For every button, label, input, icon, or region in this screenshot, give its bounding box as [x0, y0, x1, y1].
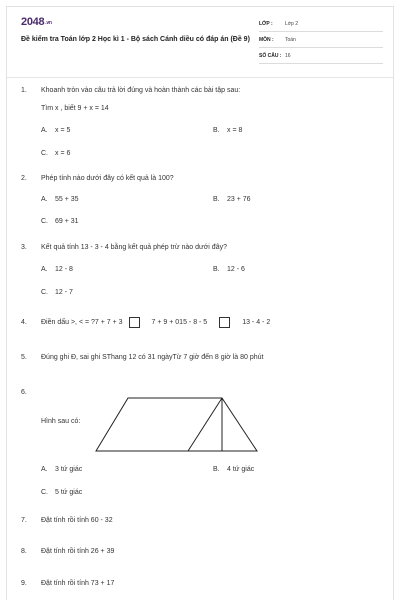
- option-b[interactable]: [213, 196, 251, 203]
- meta-label: SỐ CÂU :: [259, 53, 282, 59]
- option-text: 5 tứ giác: [55, 489, 83, 496]
- option-text: x = 8: [227, 127, 243, 134]
- option-a[interactable]: [41, 127, 70, 134]
- option-a[interactable]: [41, 266, 73, 273]
- meta-value: 16: [285, 53, 291, 59]
- question-text: Phép tính nào dưới đây có kết quả là 100?: [41, 175, 174, 182]
- meta-row-count: [259, 50, 383, 64]
- question-text: Đặt tính rồi tính 73 + 17: [41, 580, 115, 587]
- option-c[interactable]: [41, 289, 73, 296]
- answer-box[interactable]: [219, 317, 230, 328]
- trapezoid-outline: [96, 398, 257, 451]
- option-label: A.: [41, 127, 48, 134]
- option-label: A.: [41, 196, 48, 203]
- option-b[interactable]: [213, 127, 242, 134]
- option-b[interactable]: [213, 466, 254, 473]
- logo-text: 2048: [21, 16, 45, 28]
- option-label: B.: [213, 466, 220, 473]
- question-number: 4.: [21, 319, 27, 326]
- option-a[interactable]: [41, 196, 79, 203]
- comparison-middle: 7 + 9 + 015 - 8 - 5: [151, 319, 208, 326]
- header-divider: [7, 77, 393, 78]
- meta-label: LỚP :: [259, 21, 273, 27]
- option-text: 12 - 8: [55, 266, 73, 273]
- question-number: 9.: [21, 580, 27, 587]
- logo-suffix: .vn: [45, 20, 52, 26]
- option-text: 3 tứ giác: [55, 466, 83, 473]
- option-text: 23 + 76: [227, 196, 251, 203]
- meta-label: MÔN :: [259, 37, 274, 43]
- question-6-sub: Hình sau có:: [41, 418, 81, 425]
- question-number: 7.: [21, 517, 27, 524]
- diagonal-line: [188, 398, 222, 451]
- exam-page: [6, 6, 394, 600]
- document-title: Đề kiểm tra Toán lớp 2 Học kì 1 - Bộ sách Cánh diều có đáp án (Đề 9): [21, 36, 250, 43]
- option-label: C.: [41, 489, 48, 496]
- option-a[interactable]: [41, 466, 82, 473]
- option-label: B.: [213, 266, 220, 273]
- option-text: 12 - 7: [55, 289, 73, 296]
- question-text: Đặt tính rồi tính 60 - 32: [41, 517, 113, 524]
- exam-meta: [259, 18, 383, 66]
- question-number: 6.: [21, 389, 27, 396]
- option-label: C.: [41, 150, 48, 157]
- question-number: 2.: [21, 175, 27, 182]
- option-label: A.: [41, 466, 48, 473]
- option-text: x = 5: [55, 127, 71, 134]
- option-text: x = 6: [55, 150, 71, 157]
- option-c[interactable]: [41, 489, 82, 496]
- option-text: 12 - 6: [227, 266, 245, 273]
- question-number: 3.: [21, 244, 27, 251]
- header: [7, 7, 393, 73]
- option-c[interactable]: [41, 218, 79, 225]
- site-logo[interactable]: [21, 16, 52, 28]
- question-number: 5.: [21, 354, 27, 361]
- option-c[interactable]: [41, 150, 70, 157]
- option-label: B.: [213, 127, 220, 134]
- question-number: 1.: [21, 87, 27, 94]
- comparison-left: Điền dấu >, < = ?7 + 7 + 3: [41, 319, 123, 326]
- option-label: C.: [41, 289, 48, 296]
- meta-row-subject: [259, 34, 383, 48]
- question-text: Kết quả tính 13 - 3 - 4 bằng kết quả phép trừ nào dưới đây?: [41, 244, 227, 251]
- option-label: C.: [41, 218, 48, 225]
- option-b[interactable]: [213, 266, 245, 273]
- question-text: Đúng ghi Đ, sai ghi SThang 12 có 31 ngàyTừ 7 giờ đến 8 giờ là 80 phút: [41, 354, 264, 361]
- option-label: B.: [213, 196, 220, 203]
- question-text: Đặt tính rồi tính 26 + 39: [41, 548, 115, 555]
- option-label: A.: [41, 266, 48, 273]
- comparison-row: [41, 317, 270, 328]
- comparison-right: 13 - 4 - 2: [242, 319, 271, 326]
- trapezoid-figure: [95, 397, 259, 453]
- meta-row-class: [259, 18, 383, 32]
- answer-box[interactable]: [129, 317, 140, 328]
- question-number: 8.: [21, 548, 27, 555]
- question-text: Khoanh tròn vào câu trả lời đúng và hoàn thành các bài tập sau:: [41, 87, 241, 94]
- option-text: 69 + 31: [55, 218, 79, 225]
- meta-value: Toán: [285, 37, 296, 43]
- meta-value: Lớp 2: [285, 21, 299, 27]
- question-1-sub: Tìm x , biết 9 + x = 14: [41, 105, 109, 112]
- option-text: 4 tứ giác: [227, 466, 255, 473]
- option-text: 55 + 35: [55, 196, 79, 203]
